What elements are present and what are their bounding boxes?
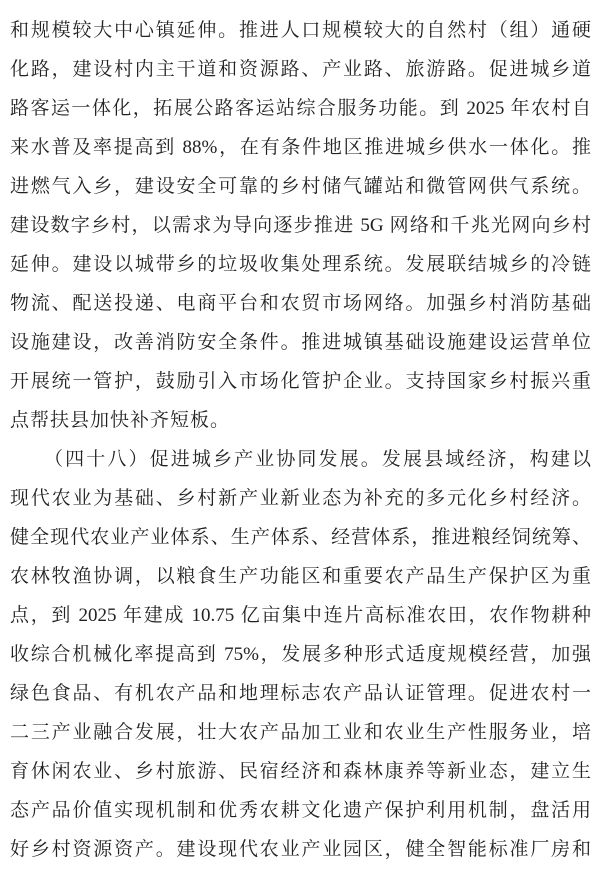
text-line: 开展统一管护，鼓励引入市场化管护企业。支持国家乡村振兴重: [10, 371, 591, 392]
text-line: 进燃气入乡，建设安全可靠的乡村储气罐站和微管网供气系统。: [10, 176, 591, 197]
text-line: 健全现代农业产业体系、生产体系、经营体系，推进粮经饲统筹、: [10, 527, 591, 548]
paragraph: [10, 11, 591, 440]
paragraph: [10, 440, 591, 869]
text-line: 物流、配送投递、电商平台和农贸市场网络。加强乡村消防基础: [10, 293, 591, 314]
text-line: 来水普及率提高到 88%，在有条件地区推进城乡供水一体化。推: [10, 137, 591, 158]
text-line: 现代农业为基础、乡村新产业新业态为补充的多元化乡村经济。: [10, 488, 591, 509]
text-line: 态产品价值实现机制和优秀农耕文化遗产保护利用机制，盘活用: [10, 800, 591, 821]
text-line: 点帮扶县加快补齐短板。: [10, 410, 231, 431]
text-line: 化路，建设村内主干道和资源路、产业路、旅游路。促进城乡道: [10, 59, 591, 80]
text-line: 育休闲农业、乡村旅游、民宿经济和森林康养等新业态，建立生: [10, 761, 591, 782]
text-line: 点，到 2025 年建成 10.75 亿亩集中连片高标准农田，农作物耕种: [10, 605, 591, 626]
text-line: 农林牧渔协调，以粮食生产功能区和重要农产品生产保护区为重: [10, 566, 591, 587]
text-line: 路客运一体化，拓展公路客运站综合服务功能。到 2025 年农村自: [10, 98, 591, 119]
text-line: 建设数字乡村，以需求为导向逐步推进 5G 网络和千兆光网向乡村: [10, 215, 591, 236]
text-line: 延伸。建设以城带乡的垃圾收集处理系统。发展联结城乡的冷链: [10, 254, 591, 275]
text-line: 和规模较大中心镇延伸。推进人口规模较大的自然村（组）通硬: [10, 20, 591, 41]
text-line: 绿色食品、有机农产品和地理标志农产品认证管理。促进农村一: [10, 683, 591, 704]
text-line: 设施建设，改善消防安全条件。推进城镇基础设施建设运营单位: [10, 332, 591, 353]
text-line: 好乡村资源资产。建设现代农业产业园区，健全智能标准厂房和: [10, 839, 591, 860]
text-line: 收综合机械化率提高到 75%，发展多种形式适度规模经营，加强: [10, 644, 591, 665]
text-line: （四十八）促进城乡产业协同发展。发展县域经济，构建以: [44, 449, 591, 470]
text-line: 二三产业融合发展，壮大农产品加工业和农业生产性服务业，培: [10, 722, 591, 743]
